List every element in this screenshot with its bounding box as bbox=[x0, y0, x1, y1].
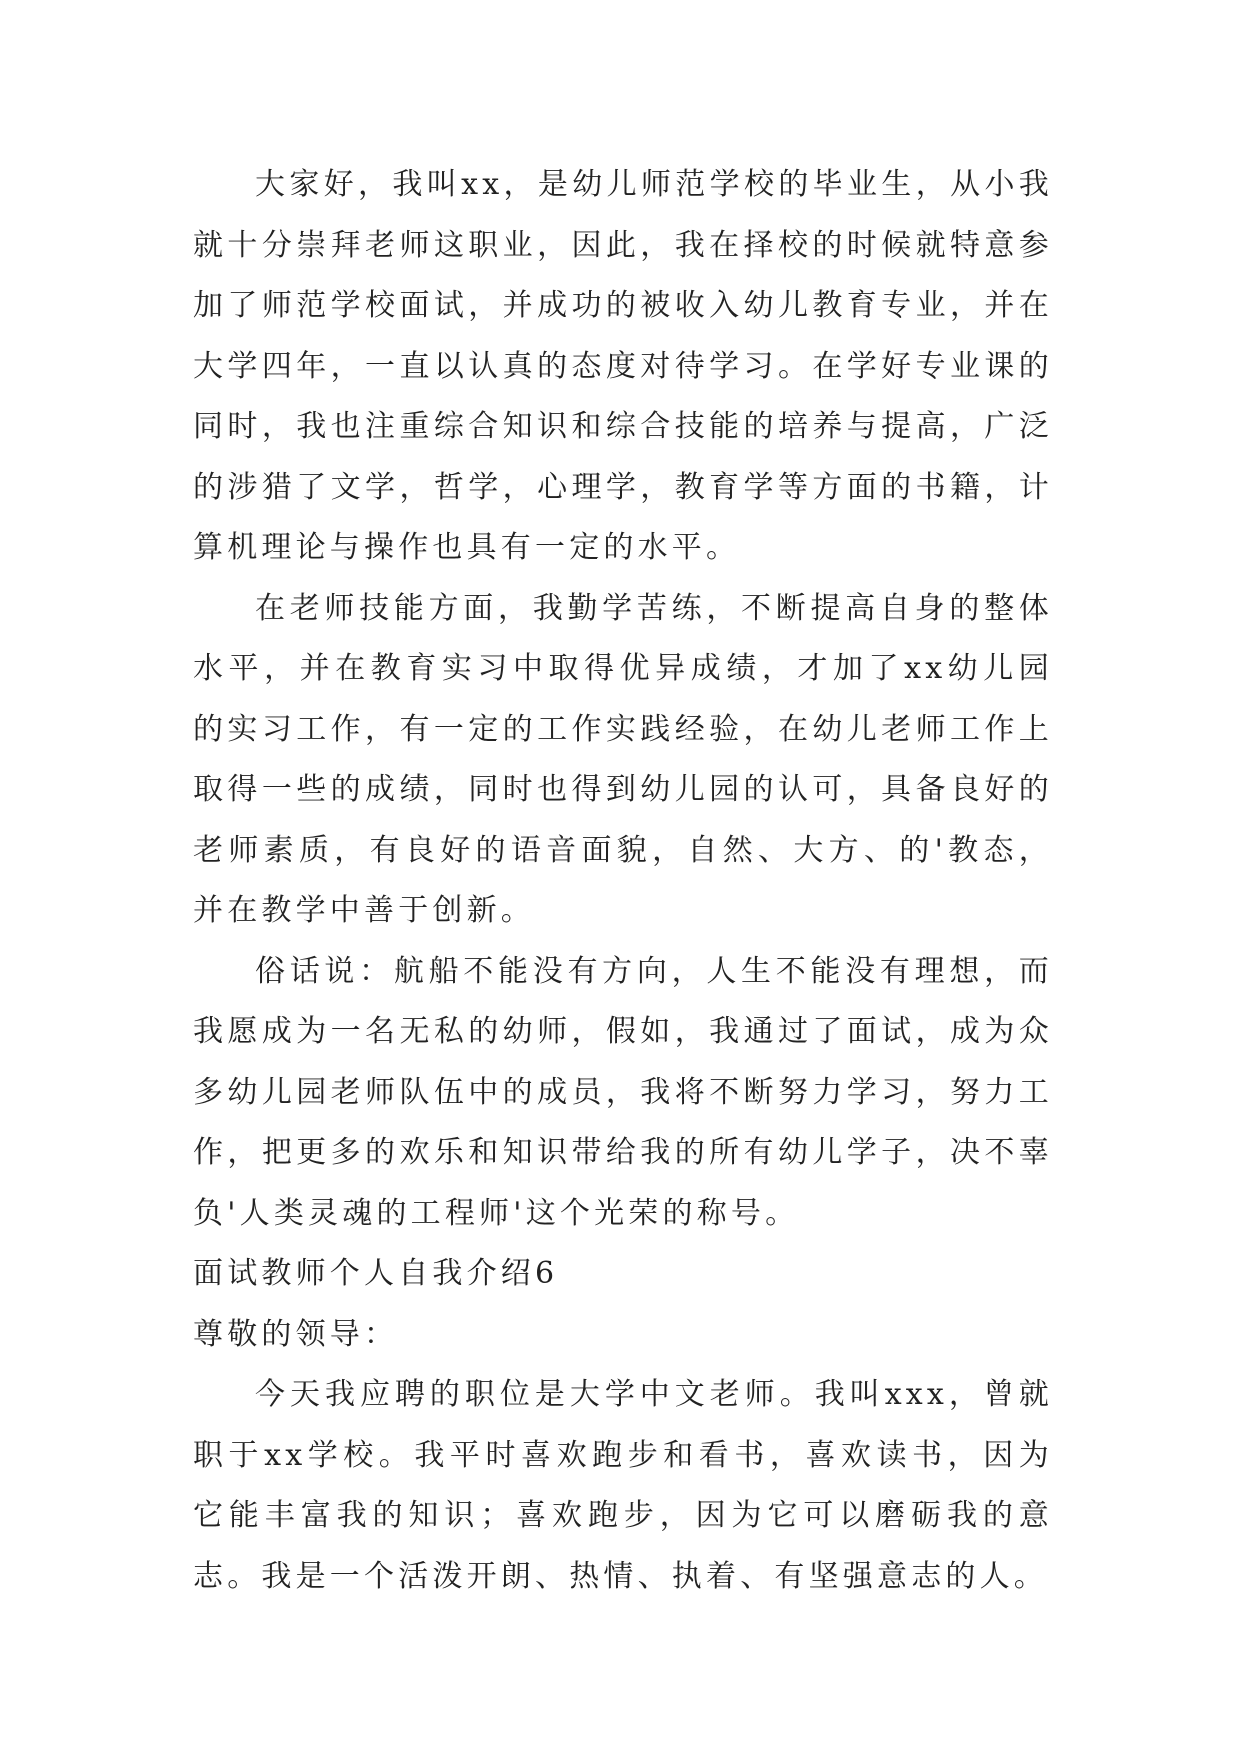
paragraph-position-intro: 今天我应聘的职位是大学中文老师。我叫xxx，曾就职于xx学校。我平时喜欢跑步和看书，喜欢读书，因为它能丰富我的知识；喜欢跑步，因为它可以磨砺我的意志。我是一个活泼开朗、热情、执着、有坚强意志的人。 bbox=[193, 1377, 1053, 1594]
document-body bbox=[193, 155, 1053, 1607]
section-heading: 面试教师个人自我介绍6 bbox=[193, 1256, 559, 1291]
salutation: 尊敬的领导： bbox=[193, 1316, 399, 1352]
paragraph-aspiration: 俗话说：航船不能没有方向，人生不能没有理想，而我愿成为一名无私的幼师，假如，我通过了面试，成为众多幼儿园老师队伍中的成员，我将不断努力学习，努力工作，把更多的欢乐和知识带给我的所有幼儿学子，决不辜负'人类灵魂的工程师'这个光荣的称号。 bbox=[193, 953, 1053, 1231]
paragraph-teaching-skills: 在老师技能方面，我勤学苦练，不断提高自身的整体水平，并在教育实习中取得优异成绩，才加了xx幼儿园的实习工作，有一定的工作实践经验，在幼儿老师工作上取得一些的成绩，同时也得到幼儿园的认可，具备良好的老师素质，有良好的语音面貌，自然、大方、的'教态，并在教学中善于创新。 bbox=[193, 590, 1053, 928]
paragraph-self-intro: 大家好，我叫xx，是幼儿师范学校的毕业生，从小我就十分崇拜老师这职业，因此，我在择校的时候就特意参加了师范学校面试，并成功的被收入幼儿教育专业，并在大学四年，一直以认真的态度对待学习。在学好专业课的同时，我也注重综合知识和综合技能的培养与提高，广泛的涉猎了文学，哲学，心理学，教育学等方面的书籍，计算机理论与操作也具有一定的水平。 bbox=[193, 167, 1053, 565]
